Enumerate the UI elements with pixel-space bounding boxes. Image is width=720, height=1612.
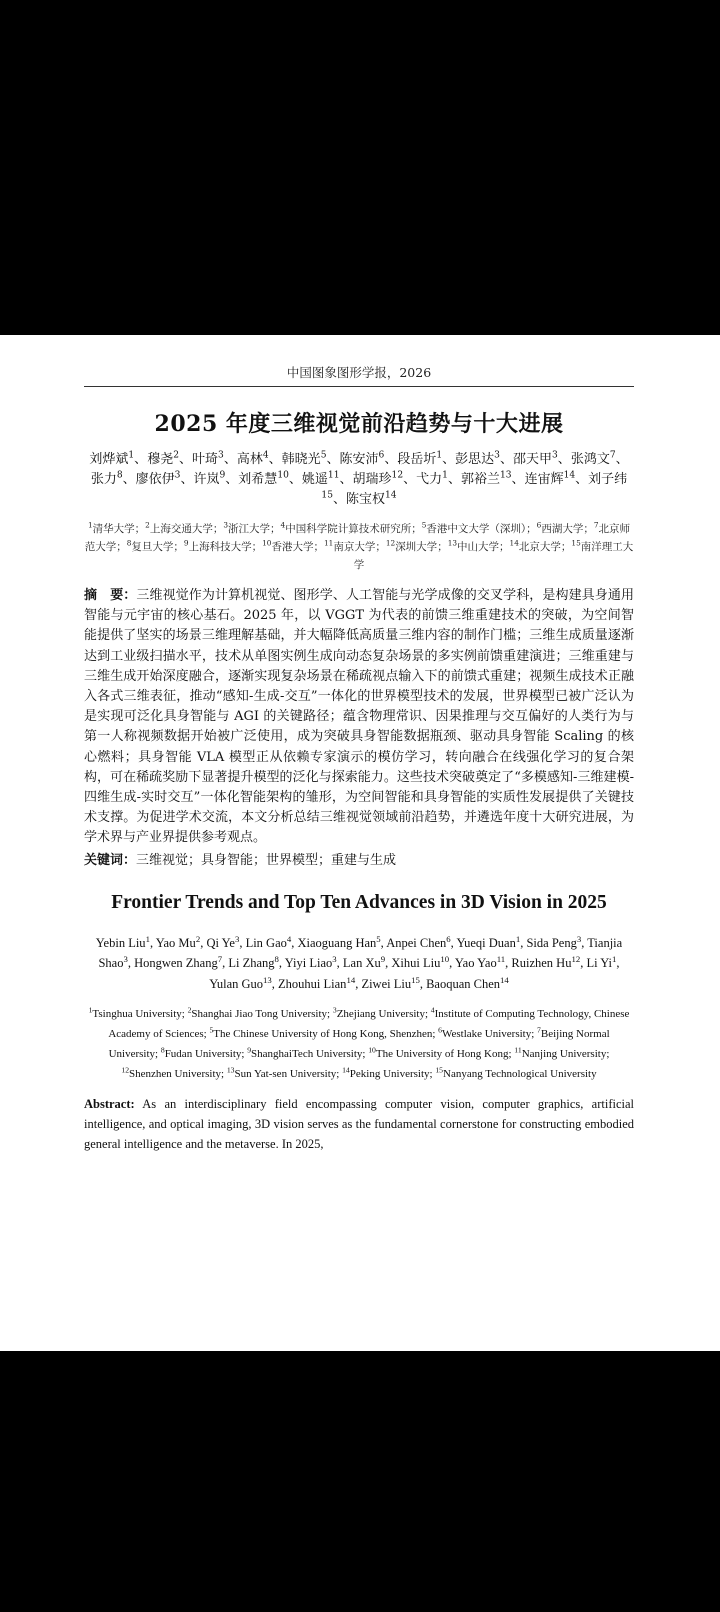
list-separator: ； [270,523,281,535]
list-separator: , [450,935,457,950]
list-separator: , [271,976,279,991]
superscript-index: 3 [218,450,224,461]
list-separator: 、 [326,452,340,467]
affiliation-name: Institute of Computing Technology, Chinese Academy of Sciences [108,1008,630,1041]
author-item [206,933,240,950]
list-separator: ； [437,541,448,553]
affiliation-name: 上海交通大学 [149,523,213,535]
superscript-index: 10 [262,538,272,548]
superscript-index: 8 [116,470,123,481]
superscript-index: 13 [263,974,272,985]
english-abstract [84,1094,634,1154]
english-affiliation-list [84,1004,634,1084]
superscript-index: 4 [430,1005,435,1015]
affiliation-item [126,538,174,553]
superscript-index: 3 [332,953,337,964]
superscript-index: 1 [87,520,93,530]
list-separator: , [380,935,387,950]
list-separator: 、 [180,472,194,487]
author-name: Ziwei Liu [361,976,412,991]
author-name: Lan Xu [342,956,381,971]
superscript-index: 9 [183,538,189,548]
author-item [571,452,616,467]
superscript-index: 5 [376,933,381,944]
author-item [193,472,225,487]
list-separator: ; [432,1028,439,1041]
running-header: 中国图象图形学报，2026 [84,363,634,387]
affiliation-name: Shanghai Jiao Tong University [191,1008,328,1021]
superscript-index: 1 [88,1005,93,1015]
author-item [284,953,337,971]
affiliation-name: ShanghaiTech University [251,1048,363,1061]
superscript-index: 4 [262,450,269,461]
list-separator: 、 [511,472,525,487]
list-separator: , [149,935,156,950]
author-item [238,472,289,487]
affiliation-item [438,1025,532,1041]
list-separator: 、 [557,452,571,467]
author-name: Xihui Liu [391,956,441,971]
list-separator: , [581,935,588,950]
author-name: Zhouhui Lian [278,976,347,991]
list-separator: ; [336,1068,343,1081]
author-name: 廖依伊 [135,472,175,487]
superscript-index: 15 [411,974,420,985]
affiliation-name: Fudan University [164,1048,242,1061]
chinese-keywords-label: 关键词： [84,852,137,868]
superscript-index: 3 [332,1005,337,1015]
author-item [302,472,340,487]
affiliation-item [160,1045,242,1061]
author-name: Lin Gao [245,935,287,950]
author-item [361,974,420,991]
list-separator: ; [508,1048,515,1061]
list-separator: , [505,956,512,971]
author-name: Yao Mu [155,935,196,950]
list-separator: ; [362,1048,369,1061]
author-name: Ruizhen Hu [511,956,572,971]
affiliation-name: 浙江大学 [228,523,271,535]
author-name: Yueqi Duan [456,935,516,950]
list-separator: , [385,956,392,971]
list-separator: 、 [384,452,398,467]
list-separator: ; [424,1008,431,1021]
superscript-index: 3 [123,953,128,964]
list-separator: ; [429,1068,436,1081]
superscript-index: 10 [277,470,289,481]
author-name: Yebin Liu [95,935,146,950]
author-name: Xiaoguang Han [297,935,377,950]
author-item [397,452,442,467]
affiliation-name: Peking University [349,1068,430,1081]
list-separator: ; [327,1008,333,1021]
author-item [353,472,404,487]
superscript-index: 14 [342,1065,350,1075]
affiliation-name: Westlake University [442,1028,532,1041]
author-name: 姚遥 [301,472,328,487]
list-separator: 、 [403,472,417,487]
affiliation-item [342,1065,430,1081]
chinese-abstract-label: 摘 要： [84,588,137,603]
affiliation-name: 南洋理工大学 [353,541,634,571]
superscript-index: 11 [327,470,340,481]
author-name: 韩晓光 [281,452,321,467]
page-content [84,335,634,1154]
author-item [134,953,223,971]
affiliation-name: 南京大学 [333,541,376,553]
affiliation-item [209,1025,433,1041]
author-item [461,472,512,487]
chinese-abstract-text: 三维视觉作为计算机视觉、图形学、人工智能与光学成像的交叉学科，是构建具身通用智能与元宇宙的核心基石。2025 年，以 VGGT 为代表的前馈三维重建技术的突破，为空间智能提供了坚实的场景三维理解基础，并大幅降低高质量三维内容的制作门槛；三维生成质量逐渐达到工业级扫描水平，技术从单图实例生成向动态复杂场景的多实例前馈重建演进；三维重建与三维生成开始深度融合，逐渐实现复杂场景在稀疏视点输入下的前馈式重建；视频生成技术正融入各式三维表征，推动“感知-生成-交互”一体化的世界模型技术的发展，世界模型已被广泛认为是实现可泛化具身智能与 AGI 的关键路径；蕴含物理常识、因果推理与交互偏好的人类行为与第一人称视频数据开始被广泛使用，成为突破具身智能数据瓶颈、驱动具身智能 Scaling 的核心燃料；具身智能 VLA 模型正从依赖专家演示的模仿学习，转向融合在线强化学习的复合架构，可在稀疏奖励下显著提升模型的泛化与探索能力。这些技术突破奠定了“多模感知-三维建模-四维生成-实时交互”一体化智能架构的雏形，为空间智能和具身智能的实质性发展提供了关键技术支撑。为促进学术交流，本文分析总结三维视觉领域前沿趋势，并遴选年度十大研究进展，为学术界与产业界提供参考观点。 [84,588,634,846]
superscript-index: 15 [321,490,333,501]
list-separator: , [520,935,527,950]
author-name: 刘烨斌 [89,452,129,467]
affiliation-name: 深圳大学 [395,541,438,553]
list-separator: 、 [288,472,302,487]
affiliation-name: Nanjing University [521,1048,607,1061]
affiliation-name: 西湖大学 [541,523,584,535]
author-item [282,452,327,467]
author-name: 穆尧 [147,452,174,467]
author-item [209,974,272,991]
list-separator: , [278,956,285,971]
superscript-index: 14 [385,490,397,501]
list-separator: ； [116,541,127,553]
affiliation-item [421,520,527,535]
superscript-index: 14 [563,470,576,481]
superscript-index: 12 [571,953,581,964]
chinese-keywords [84,851,634,871]
affiliation-name: Shenzhen University [129,1068,221,1081]
affiliation-item [332,1005,425,1021]
superscript-index: 1 [515,933,521,944]
list-separator: 、 [179,452,193,467]
list-separator: 、 [332,492,346,507]
list-separator: ； [499,541,510,553]
superscript-index: 12 [121,1065,130,1075]
list-separator: 、 [575,472,589,487]
author-name: 郭裕兰 [460,472,500,487]
author-item [278,974,356,991]
affiliation-item [435,1065,597,1081]
list-separator: 、 [339,472,353,487]
author-name: Li Yi [586,956,613,971]
superscript-index: 5 [320,450,327,461]
superscript-index: 14 [346,974,356,985]
author-name: Yiyi Liao [284,956,333,971]
superscript-index: 14 [500,974,509,985]
author-item [89,452,134,467]
superscript-index: 10 [368,1045,376,1055]
list-separator: 、 [225,472,239,487]
affiliation-item [88,1005,182,1021]
author-item [245,933,292,950]
superscript-index: 14 [509,538,519,548]
list-separator: ； [134,523,146,535]
superscript-index: 4 [280,520,286,530]
author-name: 张力 [90,472,117,487]
affiliation-item [262,538,314,553]
list-separator: ; [221,1068,227,1081]
author-name: Li Zhang [228,956,275,971]
affiliation-name: 北京大学 [518,541,561,553]
list-separator: , [355,976,362,991]
superscript-index: 12 [385,538,396,548]
superscript-index: 3 [576,933,582,944]
list-separator: ; [155,1048,161,1061]
superscript-index: 9 [380,953,386,964]
superscript-index: 7 [593,520,599,530]
superscript-index: 6 [438,1025,442,1035]
author-name: 高林 [236,452,263,467]
list-separator: , [222,956,229,971]
superscript-index: 1 [612,953,617,964]
list-separator: , [127,956,135,971]
list-separator: ； [560,541,572,553]
superscript-index: 2 [195,933,201,944]
superscript-index: 8 [126,538,132,548]
author-name: Sida Peng [526,935,577,950]
superscript-index: 7 [217,953,223,964]
author-name: Yulan Guo [209,976,264,991]
superscript-index: 13 [226,1065,235,1075]
author-name: 陈宝权 [346,492,386,507]
superscript-index: 1 [128,450,135,461]
affiliation-item [280,520,412,535]
chinese-affiliation-list [84,520,634,574]
author-name: 刘子纬 [588,472,628,487]
list-separator: ； [583,523,594,535]
affiliation-item [514,1045,607,1061]
author-item [426,974,509,991]
author-name: Yao Yao [454,956,497,971]
affiliation-name: 中山大学 [457,541,500,553]
superscript-index: 1 [145,933,150,944]
affiliation-name: 香港大学 [271,541,314,553]
author-item [297,933,381,950]
author-name: Tianjia Shao [98,935,623,971]
affiliation-item [509,538,561,553]
list-separator: , [449,956,455,971]
author-item [586,953,617,971]
superscript-index: 3 [494,450,500,461]
author-item [386,933,451,950]
chinese-author-list [84,450,634,510]
author-item [192,452,224,467]
list-separator: , [200,935,207,950]
author-item [416,472,448,487]
list-separator: ； [375,541,386,553]
author-name: 张鸿文 [570,452,610,467]
list-separator: , [419,976,427,991]
author-item [526,933,582,950]
author-item [340,452,385,467]
author-name: 刘希慧 [238,472,278,487]
author-name: 连宙辉 [524,472,564,487]
affiliation-item [226,1065,337,1081]
list-separator: 、 [615,452,629,467]
affiliation-item [223,520,271,535]
affiliation-name: The Chinese University of Hong Kong, Shenzhen [213,1028,433,1041]
author-name: 段岳圻 [397,452,437,467]
affiliation-item [385,538,438,553]
affiliation-name: Tsinghua University [92,1008,182,1021]
superscript-index: 3 [223,520,229,530]
superscript-index: 9 [219,470,226,481]
author-name: Hongwen Zhang [134,956,218,971]
superscript-index: 8 [274,953,279,964]
author-item [237,452,269,467]
affiliation-name: 上海科技大学 [188,541,252,553]
author-item [511,953,581,971]
list-separator: ; [181,1008,188,1021]
superscript-index: 7 [537,1025,541,1035]
author-name: 弋力 [416,472,443,487]
superscript-index: 3 [174,470,181,481]
author-name: 许岚 [193,472,220,487]
bottom-black-band [0,1351,720,1612]
list-separator: 、 [134,452,148,467]
affiliation-item [536,520,584,535]
author-item [147,452,179,467]
list-separator: 、 [499,452,513,467]
top-black-band [0,0,720,335]
superscript-index: 15 [571,538,581,548]
list-separator: 、 [268,452,282,467]
list-separator: ; [203,1028,210,1041]
superscript-index: 9 [247,1045,252,1055]
affiliation-item [187,1005,328,1021]
author-item [525,472,576,487]
superscript-index: 3 [552,450,558,461]
affiliation-item [323,538,376,553]
list-separator: ； [173,541,184,553]
affiliation-name: Nanyang Technological University [443,1068,597,1081]
author-name: 彭思达 [455,452,495,467]
author-name: 陈安沛 [339,452,379,467]
author-item [155,933,201,950]
list-separator: ; [606,1048,610,1061]
author-name: Qi Ye [206,935,235,950]
superscript-index: 11 [514,1045,522,1055]
list-separator: ； [411,523,422,535]
english-abstract-label: Abstract: [84,1097,135,1112]
author-item [136,472,181,487]
author-name: 邵天甲 [512,452,552,467]
superscript-index: 2 [187,1005,192,1015]
superscript-index: 11 [323,538,334,548]
superscript-index: 5 [421,520,427,530]
affiliation-name: 香港中文大学（深圳） [426,523,527,535]
superscript-index: 4 [286,933,292,944]
list-separator: , [291,935,298,950]
superscript-index: 3 [234,933,240,944]
author-item [391,953,450,971]
author-name: Baoquan Chen [426,976,501,991]
list-separator: 、 [442,452,456,467]
affiliation-name: 清华大学 [92,523,135,535]
list-separator: ; [241,1048,248,1061]
superscript-index: 11 [496,953,506,964]
superscript-index: 13 [447,538,458,548]
list-separator: ; [531,1028,538,1041]
superscript-index: 10 [440,953,450,964]
author-item [346,492,397,507]
list-separator: , [580,956,587,971]
paper-page [0,335,720,1351]
affiliation-item [183,538,252,553]
affiliation-name: The University of Hong Kong [375,1048,509,1061]
author-item [455,452,500,467]
chinese-abstract [84,586,634,849]
author-name: Anpei Chen [386,935,447,950]
superscript-index: 5 [209,1025,214,1035]
superscript-index: 6 [378,450,385,461]
affiliation-name: 中国科学院计算技术研究所 [285,523,412,535]
author-item [228,953,279,971]
affiliation-item [247,1045,363,1061]
english-author-list [84,933,634,995]
english-abstract-text: As an interdisciplinary field encompassing computer vision, computer graphics, artificial intelligence, and optical imaging, 3D vision serves as the fundamental cornerstone for constructing embodied general intelligence and the metaverse. In 2025, [84,1097,634,1152]
superscript-index: 2 [173,450,179,461]
list-separator: ； [526,523,537,535]
chinese-keywords-text: 三维视觉；具身智能；世界模型；重建与生成 [136,852,397,868]
author-item [95,933,150,950]
superscript-index: 15 [435,1065,444,1075]
chinese-title: 2025 年度三维视觉前沿趋势与十大进展 [154,411,564,437]
superscript-index: 2 [145,520,150,530]
affiliation-item [121,1065,221,1081]
affiliation-item [145,520,213,535]
superscript-index: 13 [499,470,512,481]
affiliation-item [447,538,500,553]
affiliation-name: 北京师范大学 [84,523,631,553]
list-separator: 、 [223,452,237,467]
list-separator: 、 [447,472,461,487]
affiliation-item [87,520,135,535]
affiliation-name: Zhejiang University [336,1008,425,1021]
list-separator: 、 [122,472,136,487]
superscript-index: 6 [536,520,542,530]
superscript-index: 8 [160,1045,165,1055]
author-name: 叶琦 [192,452,219,467]
english-title: Frontier Trends and Top Ten Advances in 3D Vision in 2025 [111,891,607,913]
list-separator: ； [212,523,224,535]
list-separator: , [239,935,246,950]
superscript-index: 1 [436,450,443,461]
author-item [456,933,521,950]
affiliation-name: Beijing Normal University [108,1028,610,1061]
superscript-index: 12 [391,470,404,481]
list-separator: , [336,956,343,971]
list-separator: , [616,956,620,971]
author-item [454,953,506,971]
list-separator: ； [313,541,324,553]
author-name: 胡瑞珍 [352,472,392,487]
affiliation-name: 复旦大学 [131,541,174,553]
superscript-index: 6 [446,933,451,944]
affiliation-name: Sun Yat-sen University [234,1068,337,1081]
author-item [342,953,386,971]
superscript-index: 7 [609,450,616,461]
list-separator: ； [251,541,263,553]
author-item [91,472,123,487]
author-item [513,452,558,467]
superscript-index: 1 [442,470,448,481]
affiliation-item [368,1045,509,1061]
